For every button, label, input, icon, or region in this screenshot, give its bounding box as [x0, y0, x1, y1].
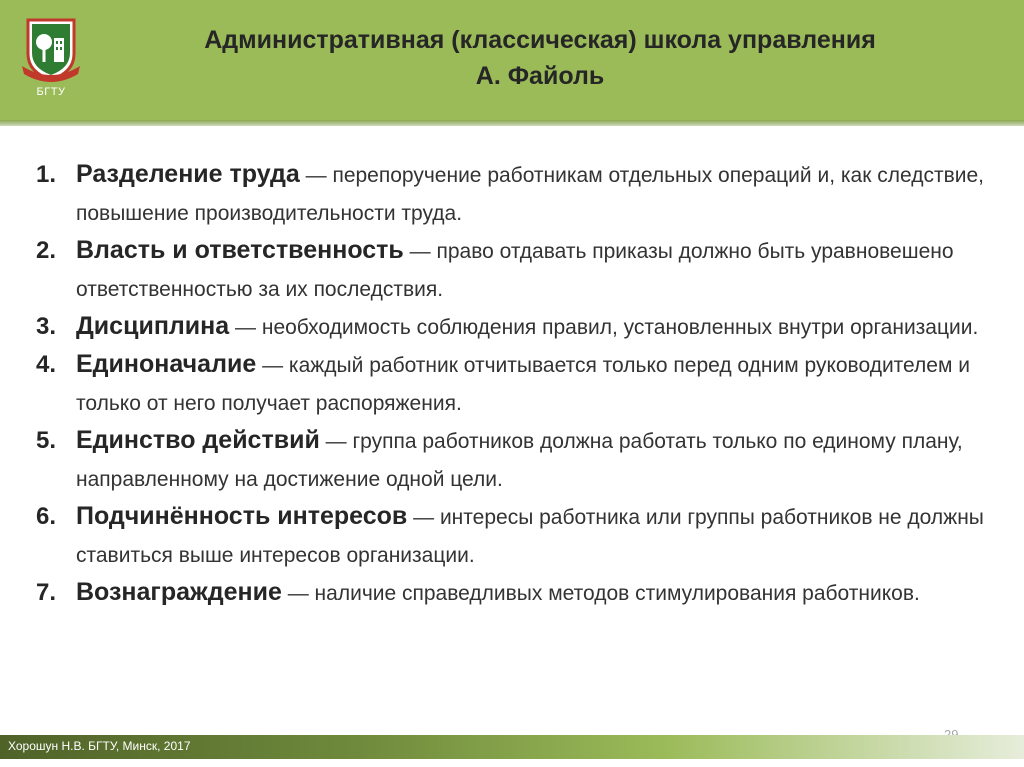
item-number: 2.	[36, 237, 57, 264]
item-description: — каждый работник отчитывается только перед одним руководителем и только от него получает распоряжения.	[76, 354, 970, 415]
item-description: — право отдавать приказы должно быть уравновешено ответственностью за их последствия.	[76, 240, 954, 301]
item-number: 5.	[36, 427, 57, 454]
item-number: 3.	[36, 313, 57, 340]
item-term: Разделение труда	[76, 160, 300, 188]
list-item	[36, 156, 986, 232]
item-term: Единоначалие	[76, 350, 257, 378]
item-description: — группа работников должна работать только по единому плану, направленному на достижение одной цели.	[76, 430, 963, 491]
footer-bottom-strip	[0, 759, 1024, 767]
list-item	[36, 346, 986, 422]
header-divider	[0, 120, 1024, 126]
title-line-2: А. Файоль	[475, 62, 605, 90]
title-line-1: Административная (классическая) школа управления	[204, 26, 876, 54]
footer-author: Хорошун Н.В. БГТУ, Минск, 2017	[8, 739, 191, 753]
shield-emblem-icon	[14, 14, 88, 86]
list-item	[36, 308, 986, 346]
header-bar	[0, 0, 1024, 120]
item-number: 1.	[36, 161, 57, 188]
item-term: Власть и ответственность	[76, 236, 404, 264]
item-term: Единство действий	[76, 426, 320, 454]
item-description: — перепоручение работникам отдельных операций и, как следствие, повышение производительности труда.	[76, 164, 984, 225]
item-description: — необходимость соблюдения правил, установленных внутри организации.	[229, 316, 979, 339]
list-item	[36, 232, 986, 308]
list-item	[36, 574, 986, 612]
principles-list	[36, 156, 986, 612]
item-description: — интересы работника или группы работников не должны ставиться выше интересов организации.	[76, 506, 984, 567]
item-description: — наличие справедливых методов стимулирования работников.	[281, 582, 920, 605]
item-term: Вознаграждение	[76, 578, 282, 606]
item-number: 6.	[36, 503, 57, 530]
item-term: Подчинённость интересов	[76, 502, 408, 530]
list-item	[36, 498, 986, 574]
list-item	[36, 422, 986, 498]
logo-label: БГТУ	[36, 86, 66, 98]
footer-bar	[0, 735, 1024, 759]
item-term: Дисциплина	[76, 312, 230, 340]
slide-title	[100, 22, 980, 94]
item-number: 4.	[36, 351, 57, 378]
university-logo	[14, 14, 88, 102]
item-number: 7.	[36, 579, 57, 606]
